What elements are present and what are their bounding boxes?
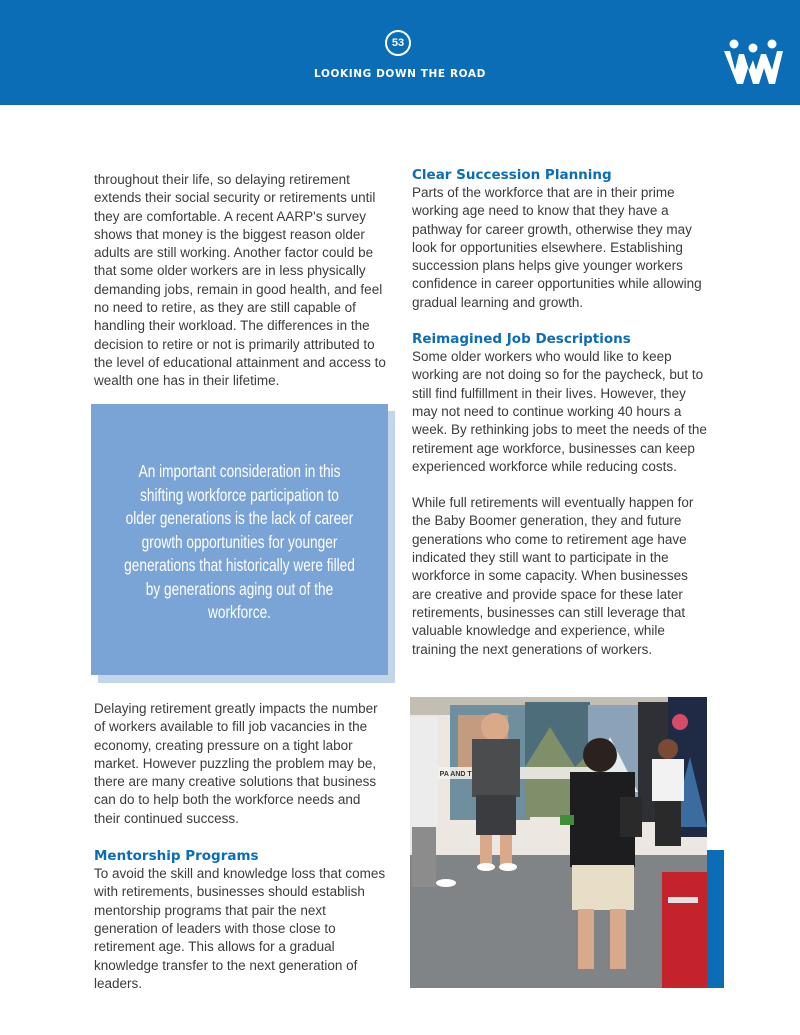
people-logo-icon bbox=[721, 38, 785, 88]
mentorship-text: To avoid the skill and knowledge loss that comes with retirements, businesses should establish mentorship programs that pair the next generation of leaders with those close to retirement age. This allows for a gradual knowledge transfer to the next generation of leaders. bbox=[94, 866, 386, 991]
pull-quote-box bbox=[91, 404, 388, 675]
photo-accent-bar bbox=[706, 850, 724, 988]
event-photo bbox=[410, 697, 707, 988]
mentorship-heading: Mentorship Programs bbox=[94, 848, 259, 865]
body-paragraph: throughout their life, so delaying retirement extends their social security or retirements until they are comfortable. A recent AARP's survey shows that money is the biggest reason older adults are still working. Another factor could be that some older workers are in less physically demanding jobs, remain in good health, and feel no need to retire, as they are still capable of handling their workload. The differences in the decision to retire or not is primarily attributed to the level of educational attainment and access to wealth one has in their lifetime. bbox=[94, 172, 386, 389]
left-column-bottom bbox=[94, 700, 389, 993]
succession-text: Parts of the workforce that are in their prime working age need to know that they have a pathway for career growth, otherwise they may look for opportunities elsewhere. Establishing succession plans helps give younger workers confidence in career opportunities while allowing gradual learning and growth. bbox=[412, 185, 702, 310]
right-column bbox=[412, 166, 710, 659]
page-number-badge: 53 bbox=[385, 30, 411, 56]
section-title: LOOKING DOWN THE ROAD bbox=[314, 68, 486, 80]
job-descriptions-heading: Reimagined Job Descriptions bbox=[412, 331, 631, 348]
pull-quote-text: An important consideration in this shifting workforce participation to older generations is the lack of career growth opportunities for younger generations that historically were filled by generations aging out of the workforce. bbox=[124, 461, 355, 623]
job-descriptions-text: Some older workers who would like to keep working are not doing so for the paycheck, but to still find fulfillment in their lives. However, they may not need to continue working 40 hours a week. By rethinking jobs to meet the needs of the retirement age workforce, businesses can keep experienced workforce while reducing costs. bbox=[412, 349, 707, 474]
succession-heading: Clear Succession Planning bbox=[412, 167, 612, 183]
mural-text: PA AND bbox=[439, 771, 466, 778]
closing-paragraph: While full retirements will eventually happen for the Baby Boomer generation, they and future generations who come to retirement age have indicated they still want to participate in the workforce in some capacity. When businesses are creative and provide space for these later retirements, businesses can still leverage that valuable knowledge and experience, while training the next generations of workers. bbox=[412, 495, 694, 657]
page-header bbox=[0, 0, 800, 105]
left-column-top bbox=[94, 171, 389, 391]
body-paragraph: Delaying retirement greatly impacts the number of workers available to fill job vacancies in the economy, creating pressure on a tight labor market. However puzzling the problem may be, there are many creative solutions that business can do to help both the workforce needs and their continued success. bbox=[94, 701, 378, 826]
